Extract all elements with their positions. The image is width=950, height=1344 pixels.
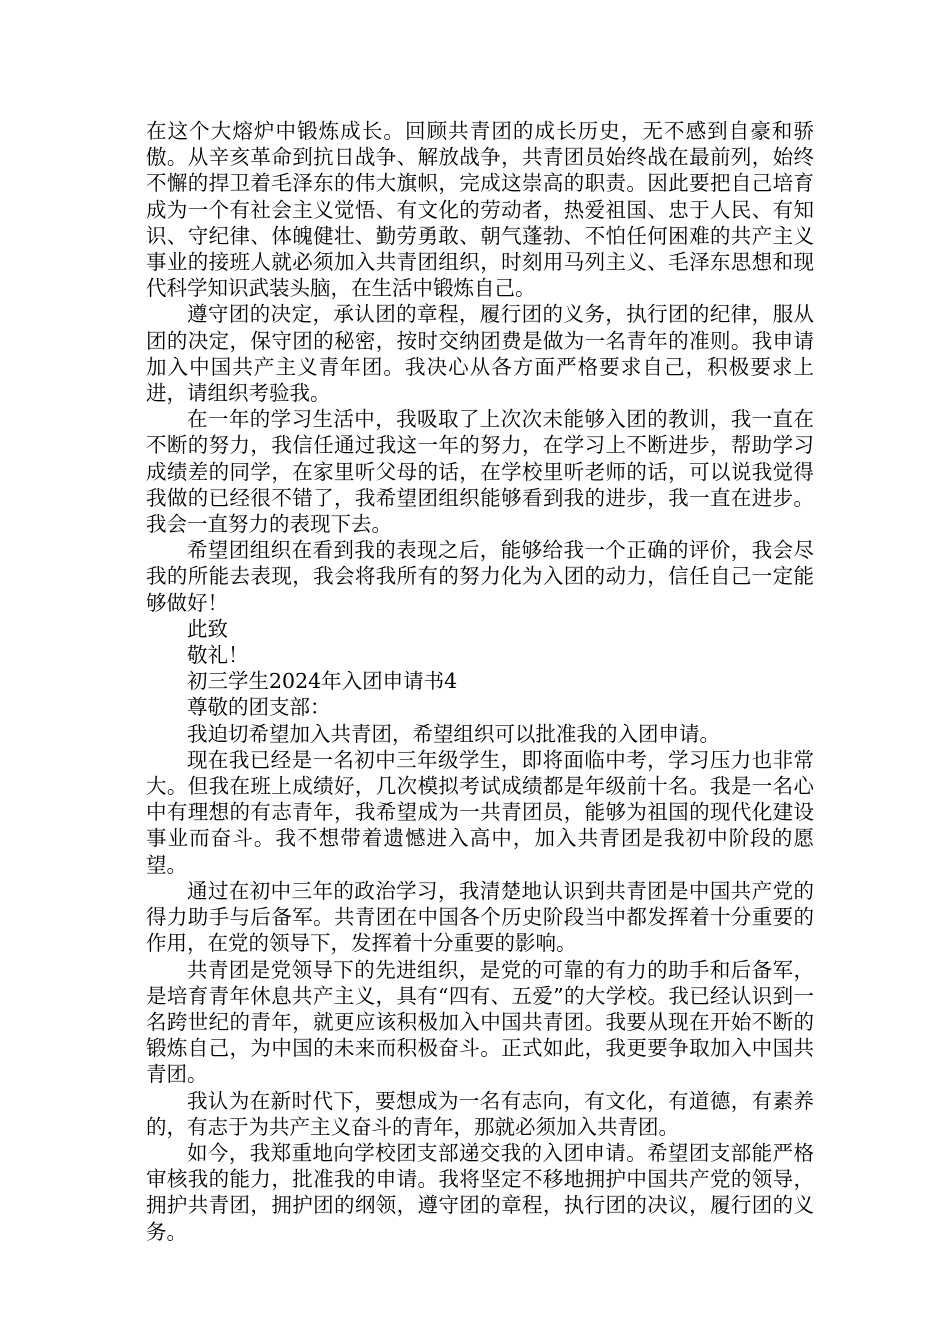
paragraph-obey-rules: 遵守团的决定，承认团的章程，履行团的义务，执行团的纪律，服从团的决定，保守团的秘密，按时交纳团费是做为一名青年的准则。我申请加入中国共产主义青年团。我决心从各方面严格要求自己，积极要求上进，请组织考验我。 [146,302,814,406]
paragraph-submission: 如今，我郑重地向学校团支部递交我的入团申请。希望团支部能严格审核我的能力，批准我的申请。我将坚定不移地拥护中国共产党的领导，拥护共青团，拥护团的纲领，遵守团的章程，执行团的决议，履行团的义务。 [146,1140,814,1244]
document-body [146,118,814,1245]
paragraph-one-year-study: 在一年的学习生活中，我吸取了上次次未能够入团的教训，我一直在不断的努力，我信任通过我这一年的努力，在学习上不断进步，帮助学习成绩差的同学，在家里听父母的话，在学校里听老师的话，可以说我觉得我做的已经很不错了，我希望团组织能够看到我的进步，我一直在进步。我会一直努力的表现下去。 [146,407,814,537]
closing-regards: 敬礼！ [187,643,249,668]
paragraph-continuation: 在这个大熔炉中锻炼成长。回顾共青团的成长历史，无不感到自豪和骄傲。从辛亥革命到抗日战争、解放战争，共青团员始终战在最前列，始终不懈的捍卫着毛泽东的伟大旗帜，完成这崇高的职责。因此要把自己培育成为一个有社会主义觉悟、有文化的劳动者，热爱祖国、忠于人民、有知识、守纪律、体魄健壮、勤劳勇敢、朝气蓬勃、不怕任何困难的共产主义事业的接班人就必须加入共青团组织，时刻用马列主义、毛泽东思想和现代科学知识武装头脑，在生活中锻炼自己。 [146,119,814,301]
paragraph-new-era: 我认为在新时代下，要想成为一名有志向，有文化，有道德，有素养的，有志于为共产主义奋斗的青年，那就必须加入共青团。 [146,1088,814,1139]
section-title: 初三学生2024年入团申请书4 [187,669,458,694]
paragraph-grade-nine: 现在我已经是一名初中三年级学生，即将面临中考，学习压力也非常大。但我在班上成绩好，几次模拟考试成绩都是年级前十名。我是一名心中有理想的有志青年，我希望成为一共青团员，能够为祖国的现代化建设事业而奋斗。我不想带着遗憾进入高中，加入共青团是我初中阶段的愿望。 [146,747,814,877]
paragraph-hope-evaluation: 希望团组织在看到我的表现之后，能够给我一个正确的评价，我会尽我的所能去表现，我会将我所有的努力化为入团的动力，信任自己一定能够做好！ [146,538,814,615]
paragraph-advanced-organization: 共青团是党领导下的先进组织，是党的可靠的有力的助手和后备军，是培育青年休息共产主义，具有“四有、五爱”的大学校。我已经认识到一名跨世纪的青年，就更应该积极加入中国共青团。我要从现在开始不断的锻炼自己，为中国的未来而积极奋斗。正式如此，我更要争取加入中国共青团。 [146,957,814,1087]
paragraph-request: 我迫切希望加入共青团，希望组织可以批准我的入团申请。 [187,721,720,746]
closing-salutation: 此致 [187,616,228,641]
paragraph-political-study: 通过在初中三年的政治学习，我清楚地认识到共青团是中国共产党的得力助手与后备军。共青团在中国各个历史阶段当中都发挥着十分重要的作用，在党的领导下，发挥着十分重要的影响。 [146,878,814,956]
greeting: 尊敬的团支部： [187,695,331,720]
